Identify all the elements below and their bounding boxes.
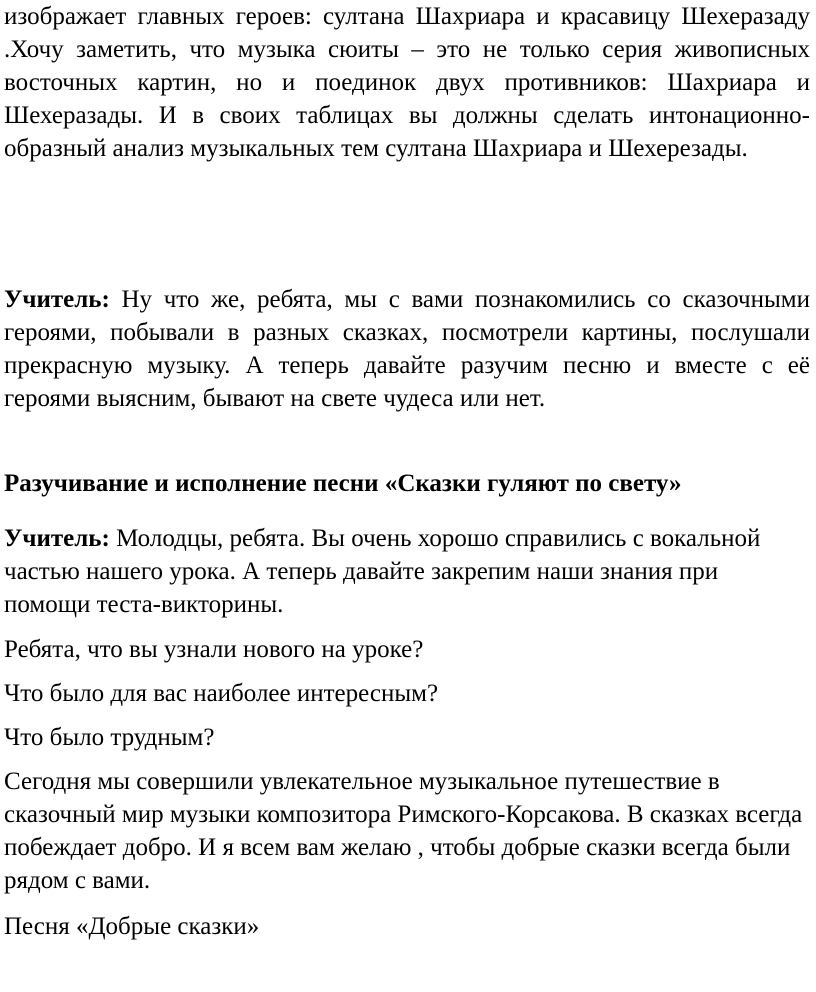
question-difficult (4, 721, 810, 754)
question-text: Ребята, что вы узнали нового на уроке? (4, 636, 424, 663)
song-text: Песня «Добрые сказки» (4, 913, 260, 940)
paragraph-text: Сегодня мы совершили увлекательное музыкальное путешествие в сказочный мир музыки композитора Римского-Корсакова. В сказках всегда побеждает добро. И я всем вам желаю , чтобы добрые сказки всегда были рядом с вами. (4, 768, 803, 894)
question-most-interesting (4, 677, 810, 710)
paragraph-teacher-intro (4, 283, 810, 415)
question-new-learned (4, 633, 810, 666)
paragraph-suite-description (4, 0, 810, 165)
question-text: Что было трудным? (4, 724, 215, 751)
paragraph-text: изображает главных героев: султана Шахриара и красавицу Шехеразаду .Хочу заметить, что музыка сюиты – это не только серия живописных восточных картин, но и поединок двух противников: Шахриара и Шехеразады. И в своих таблицах вы должны сделать интонационно-образный анализ музыкальных тем султана Шахриара и Шехерезады. (4, 3, 810, 162)
paragraph-conclusion (4, 765, 809, 897)
speaker-label: Учитель: (4, 525, 110, 552)
question-text: Что было для вас наиболее интересным? (4, 680, 439, 707)
song-title (4, 910, 810, 943)
paragraph-text: Ну что же, ребята, мы с вами познакомились со сказочными героями, побывали в разных сказках, посмотрели картины, послушали прекрасную музыку. А теперь давайте разучим песню и вместе с её героями выясним, бывают на свете чудеса или нет. (4, 286, 810, 412)
heading-text: Разучивание и исполнение песни «Сказки гуляют по свету» (4, 470, 682, 497)
paragraph-teacher-praise (4, 522, 764, 621)
speaker-label: Учитель: (4, 286, 110, 313)
section-heading (4, 467, 810, 500)
paragraph-text: Молодцы, ребята. Вы очень хорошо справились с вокальной частью нашего урока. А теперь давайте закрепим наши знания при помощи теста-викторины. (4, 525, 761, 618)
